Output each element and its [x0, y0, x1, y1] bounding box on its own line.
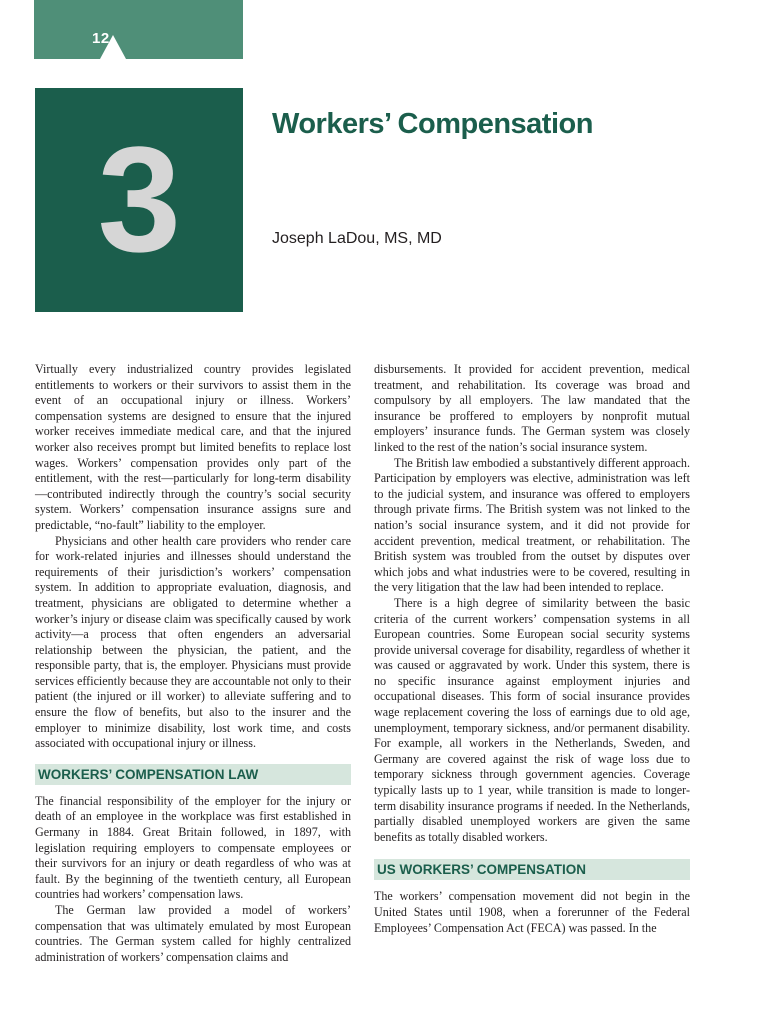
paragraph: The financial responsibility of the employer for the injury or death of an employee in the workplace was first established in Germany in 1884. Great Britain followed, in 1897, with legislation requiring employers to compensate employees or their survivors for an injury or death regardless of who was at fault. By the beginning of the twentieth century, all European countries had workers’ compensation laws.	[35, 793, 351, 902]
body-column-left	[35, 362, 351, 965]
chapter-title: Workers’ Compensation	[272, 108, 593, 140]
body-column-right	[374, 362, 690, 936]
chapter-number-block	[35, 88, 243, 312]
section-heading: US WORKERS’ COMPENSATION	[374, 859, 690, 880]
paragraph: Virtually every industrialized country provides legislated entitlements to workers or their survivors to assist them in the event of an occupational injury or illness. Workers’ compensation systems are designed to ensure that the injured worker receives immediate medical care, and that the injured worker also receives prompt but limited benefits to replace lost wages. Workers’ compensation provides only part of the entitlement, with the rest—particularly for long-term disability—contributed indirectly through the country’s social security system. Workers’ compensation insurance assigns sure and predictable, “no-fault” liability to the employer.	[35, 362, 351, 532]
tab-notch-marker	[100, 35, 126, 59]
page-number-tab	[34, 0, 243, 59]
paragraph: There is a high degree of similarity between the basic criteria of the current workers’ compensation systems in all European countries. Some European social security systems provide universal coverage for disability, regardless of whether it was caused or aggravated by work. Under this system, there is no specific insurance against employment injuries and occupational diseases. This form of social insurance provides wage replacement covering the loss of earnings due to old age, unemployment, temporary sickness, and/or permanent disability. For example, all workers in the Netherlands, Sweden, and Germany are covered against the risk of wage loss due to temporary sickness through government agencies. Coverage typically lasts up to 1 year, while transition is made to longer-term disability insurance programs if needed. In the Netherlands, partially disabled unemployed workers are given the same benefits as totally disabled workers.	[374, 595, 690, 844]
paragraph: The German law provided a model of workers’ compensation that was ultimately emulated by most European countries. The German system called for highly centralized administration of workers’ compensation claims and	[35, 903, 351, 964]
section-heading: WORKERS’ COMPENSATION LAW	[35, 764, 351, 785]
chapter-author: Joseph LaDou, MS, MD	[272, 230, 442, 247]
paragraph: The British law embodied a substantively different approach. Participation by employers was elective, administration was left to the judicial system, and insurance was offered to employers through private firms. The British system was not linked to the nation’s social insurance system, and it did not provide for accident prevention, medical treatment, or rehabilitation. The British system was troubled from the outset by disputes over which jobs and what industries were to be covered, resulting in the very litigation that the law had been intended to replace.	[374, 455, 690, 595]
paragraph: disbursements. It provided for accident prevention, medical treatment, and rehabilitation. Its coverage was broad and compulsory by all employers. The law mandated that the insurance be proffered to employers by nonprofit mutual employers’ insurance funds. The German system was closely linked to the rest of the nation’s social insurance system.	[374, 362, 690, 454]
paragraph: The workers’ compensation movement did not begin in the United States until 1908, when a forerunner of the Federal Employees’ Compensation Act (FECA) was passed. In the	[374, 889, 690, 935]
paragraph: Physicians and other health care providers who render care for work-related injuries and illnesses should understand the requirements of their jurisdiction’s workers’ compensation system. In addition to appropriate evaluation, diagnosis, and treatment, physicians are obligated to determine whether a worker’s injury or disease claim was specifically caused by work activity—a process that often engenders an adversarial relationship between the physician, the patient, and the responsible party, that is, the employer. Physicians must provide services efficiently because they are accountable not only to their patient (the injured or ill worker) to alleviate suffering and to ensure the flow of benefits, but also to the insurer and the employer to minimize disability, lost work time, and costs associated with occupational injury or illness.	[35, 533, 351, 751]
chapter-number: 3	[97, 115, 181, 283]
page-number: 12	[92, 30, 110, 47]
